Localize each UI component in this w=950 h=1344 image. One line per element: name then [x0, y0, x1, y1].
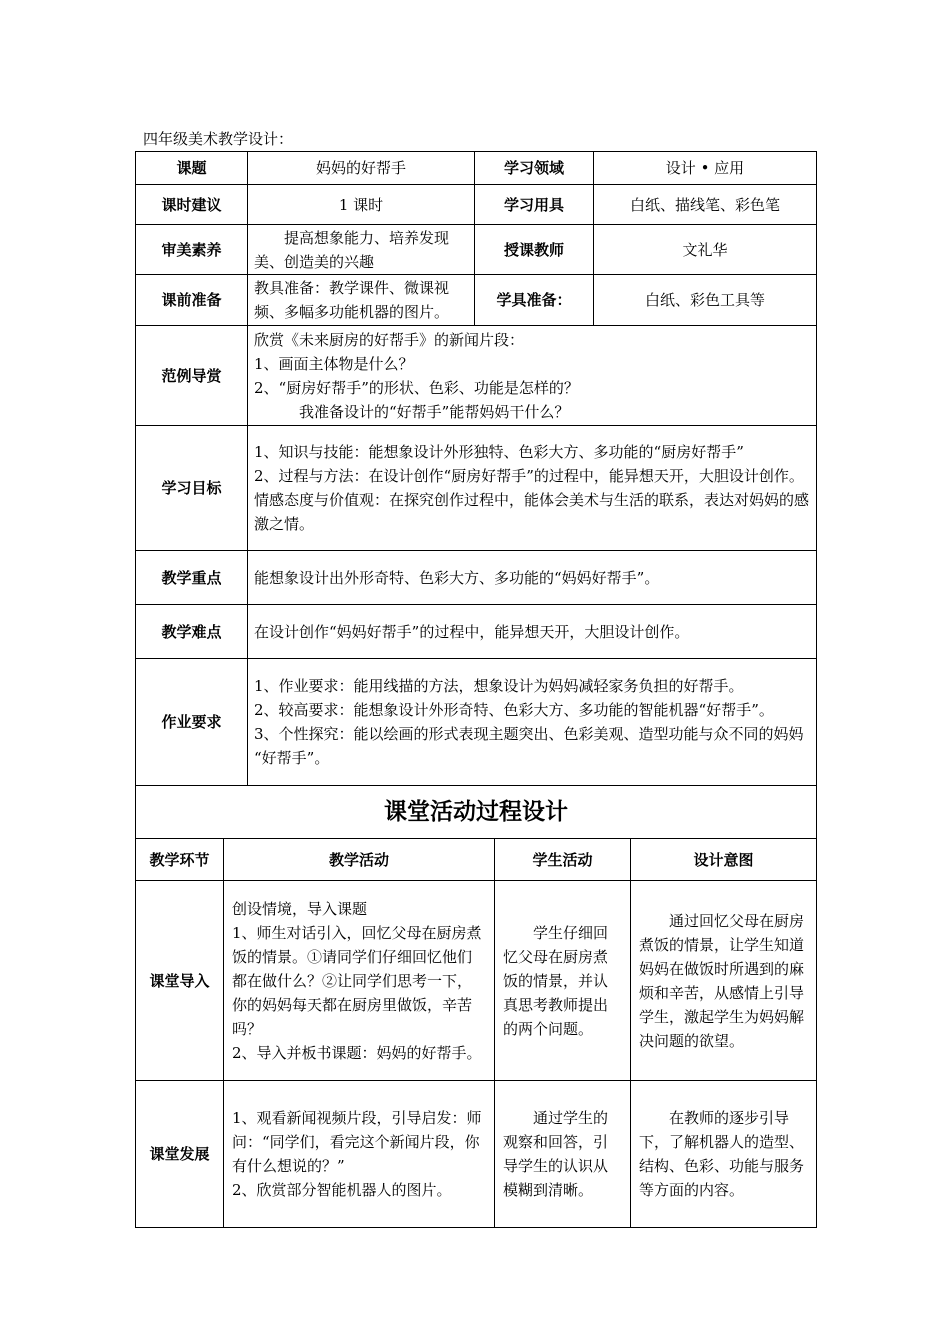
teacher-label: 授课教师 [475, 225, 594, 275]
stage-development: 课堂发展 [136, 1081, 224, 1228]
header-design-intent: 设计意图 [631, 839, 817, 881]
goals-label: 学习目标 [136, 426, 248, 551]
topic-value: 妈妈的好帮手 [248, 152, 475, 185]
stage-intro: 课堂导入 [136, 881, 224, 1081]
homework-content [248, 659, 817, 786]
student-activity-intro: 学生仔细回忆父母在厨房煮饭的情景，并认真思考教师提出的两个问题。 [495, 881, 631, 1081]
tools-value: 白纸、描线笔、彩色笔 [594, 185, 817, 225]
document-title: 四年级美术教学设计： [143, 130, 294, 148]
teacher-line: 2、欣赏部分智能机器人的图片。 [232, 1181, 452, 1199]
key-point-label: 教学重点 [136, 551, 248, 605]
example-line: 2、“厨房好帮手”的形状、色彩、功能是怎样的？ [254, 378, 579, 397]
homework-line: 2、较高要求：能想象设计外形奇特、色彩大方、多功能的智能机器“好帮手”。 [254, 701, 774, 719]
goal-line: 2、过程与方法：在设计创作“厨房好帮手”的过程中，能异想天开，大胆设计创作。 [254, 467, 804, 485]
aesthetic-value: 提高想象能力、培养发现美、创造美的兴趣 [248, 225, 475, 275]
teacher-line: 创设情境，导入课题 [232, 899, 368, 918]
aesthetic-label: 审美素养 [136, 225, 248, 275]
teacher-line: 1、师生对话引入，回忆父母在厨房煮饭的情景。①请同学们仔细回忆他们都在做什么？②让同学们思考一下，你的妈妈每天都在厨房里做饭，辛苦吗？ [232, 923, 482, 1038]
difficulty-label: 教学难点 [136, 605, 248, 659]
example-label: 范例导赏 [136, 326, 248, 426]
goals-content [248, 426, 817, 551]
lesson-info-table [135, 151, 817, 786]
example-line: 欣赏《未来厨房的好帮手》的新闻片段： [254, 330, 525, 349]
goal-line: 情感态度与价值观：在探究创作过程中，能体会美术与生活的联系，表达对妈妈的感激之情。 [254, 491, 810, 533]
teacher-value: 文礼华 [594, 225, 817, 275]
hours-value: 1 课时 [248, 185, 475, 225]
student-prep-value: 白纸、彩色工具等 [594, 275, 817, 326]
prep-value: 教具准备：教学课件、微课视频、多幅多功能机器的图片。 [248, 275, 475, 326]
example-line: 我准备设计的“好帮手”能帮妈妈干什么？ [299, 402, 570, 421]
homework-label: 作业要求 [136, 659, 248, 786]
homework-line: 1、作业要求：能用线描的方法，想象设计为妈妈减轻家务负担的好帮手。 [254, 677, 744, 695]
process-table [135, 785, 817, 1228]
field-label: 学习领域 [475, 152, 594, 185]
tools-label: 学习用具 [475, 185, 594, 225]
homework-line: 3、个性探究：能以绘画的形式表现主题突出、色彩美观、造型功能与众不同的妈妈 “好帮手”。 [254, 725, 804, 767]
header-stage: 教学环节 [136, 839, 224, 881]
topic-label: 课题 [136, 152, 248, 185]
teacher-activity-intro [224, 881, 495, 1081]
field-value: 设计 • 应用 [594, 152, 817, 185]
goal-line: 1、知识与技能：能想象设计外形独特、色彩大方、多功能的“厨房好帮手” [254, 443, 744, 461]
example-line: 1、画面主体物是什么？ [254, 354, 414, 373]
teacher-line: 2、导入并板书课题：妈妈的好帮手。 [232, 1043, 482, 1062]
teacher-line: 1、观看新闻视频片段，引导启发：师问：“同学们，看完这个新闻片段，你有什么想说的？” [232, 1109, 482, 1175]
design-intent-development: 在教师的逐步引导下，了解机器人的造型、结构、色彩、功能与服务等方面的内容。 [631, 1081, 817, 1228]
student-prep-label: 学具准备： [475, 275, 594, 326]
teacher-activity-development [224, 1081, 495, 1228]
prep-label: 课前准备 [136, 275, 248, 326]
student-activity-development: 通过学生的观察和回答，引导学生的认识从模糊到清晰。 [495, 1081, 631, 1228]
example-content [248, 326, 817, 426]
process-title: 课堂活动过程设计 [136, 786, 817, 839]
hours-label: 课时建议 [136, 185, 248, 225]
design-intent-intro: 通过回忆父母在厨房煮饭的情景，让学生知道妈妈在做饭时所遇到的麻烦和辛苦，从感情上引导学生，激起学生为妈妈解决问题的欲望。 [631, 881, 817, 1081]
difficulty-text: 在设计创作“妈妈好帮手”的过程中，能异想天开，大胆设计创作。 [248, 605, 817, 659]
header-student-activity: 学生活动 [495, 839, 631, 881]
key-point-text: 能想象设计出外形奇特、色彩大方、多功能的“妈妈好帮手”。 [248, 551, 817, 605]
header-teacher-activity: 教学活动 [224, 839, 495, 881]
